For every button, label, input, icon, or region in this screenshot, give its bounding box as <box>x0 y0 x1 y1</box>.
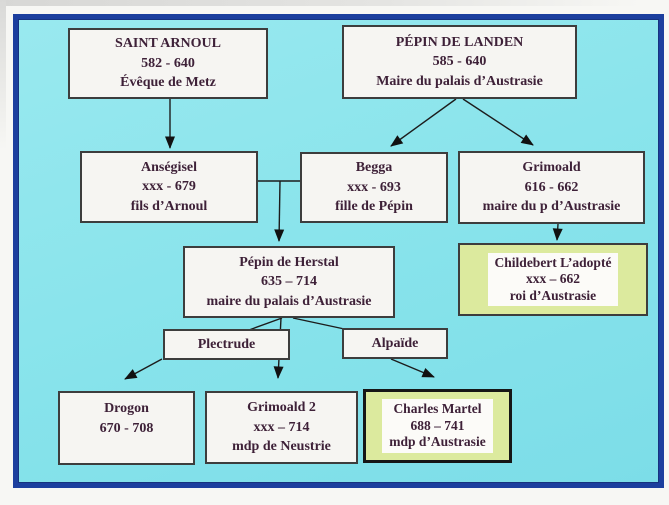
person-name: SAINT ARNOUL <box>115 36 221 52</box>
person-name: Grimoald 2 <box>247 400 316 416</box>
node-alpaide <box>342 328 448 359</box>
person-dates: xxx - 693 <box>347 179 401 195</box>
node-grimoald-2 <box>205 391 358 464</box>
node-begga <box>300 152 448 223</box>
person-title: maire du palais d’Austrasie <box>206 293 372 309</box>
highlight-panel <box>382 399 492 453</box>
node-pepin-de-landen <box>342 25 577 99</box>
person-name: Drogon <box>104 401 149 416</box>
person-title: Maire du palais d’Austrasie <box>376 73 543 89</box>
person-title: fils d’Arnoul <box>130 198 208 214</box>
person-title: mdp de Neustrie <box>232 439 331 455</box>
person-dates: xxx – 714 <box>253 419 310 435</box>
node-pepin-de-herstal <box>183 246 395 318</box>
person-name: Pépin de Herstal <box>239 254 339 270</box>
person-dates: 670 - 708 <box>99 420 154 436</box>
node-childebert-l-adopte <box>458 243 648 316</box>
person-title: fille de Pépin <box>335 199 413 215</box>
person-name: Begga <box>355 160 393 176</box>
person-name: Charles Martel <box>393 401 482 417</box>
person-dates: 616 - 662 <box>524 179 579 195</box>
node-charles-martel <box>363 389 512 463</box>
person-name: Plectrude <box>197 336 256 352</box>
scan-edge-shadow <box>0 0 640 6</box>
person-title: mdp d’Austrasie <box>389 434 486 450</box>
node-saint-arnoul <box>68 28 268 99</box>
person-name: Grimoald <box>522 160 581 176</box>
node-grimoald <box>458 151 645 224</box>
person-dates: 585 - 640 <box>432 54 487 70</box>
person-name: PÉPIN DE LANDEN <box>395 34 524 50</box>
scan-edge-shadow <box>0 0 6 150</box>
person-title: roi d’Austrasie <box>509 287 597 303</box>
person-title: maire du p d’Austrasie <box>482 199 621 215</box>
node-plectrude <box>163 329 290 360</box>
person-title: Évêque de Metz <box>120 75 216 91</box>
person-dates: 688 – 741 <box>410 417 465 433</box>
person-name: Childebert L’adopté <box>494 254 612 270</box>
person-dates: 582 - 640 <box>141 55 195 71</box>
node-drogon <box>58 391 195 465</box>
person-name: Anségisel <box>141 159 197 175</box>
person-name: Alpaïde <box>371 335 419 351</box>
node-ansegisel <box>80 151 258 223</box>
highlight-panel <box>488 253 619 307</box>
person-dates: 635 – 714 <box>261 274 317 290</box>
person-dates: xxx – 662 <box>525 271 580 287</box>
person-dates: xxx - 679 <box>142 179 196 195</box>
